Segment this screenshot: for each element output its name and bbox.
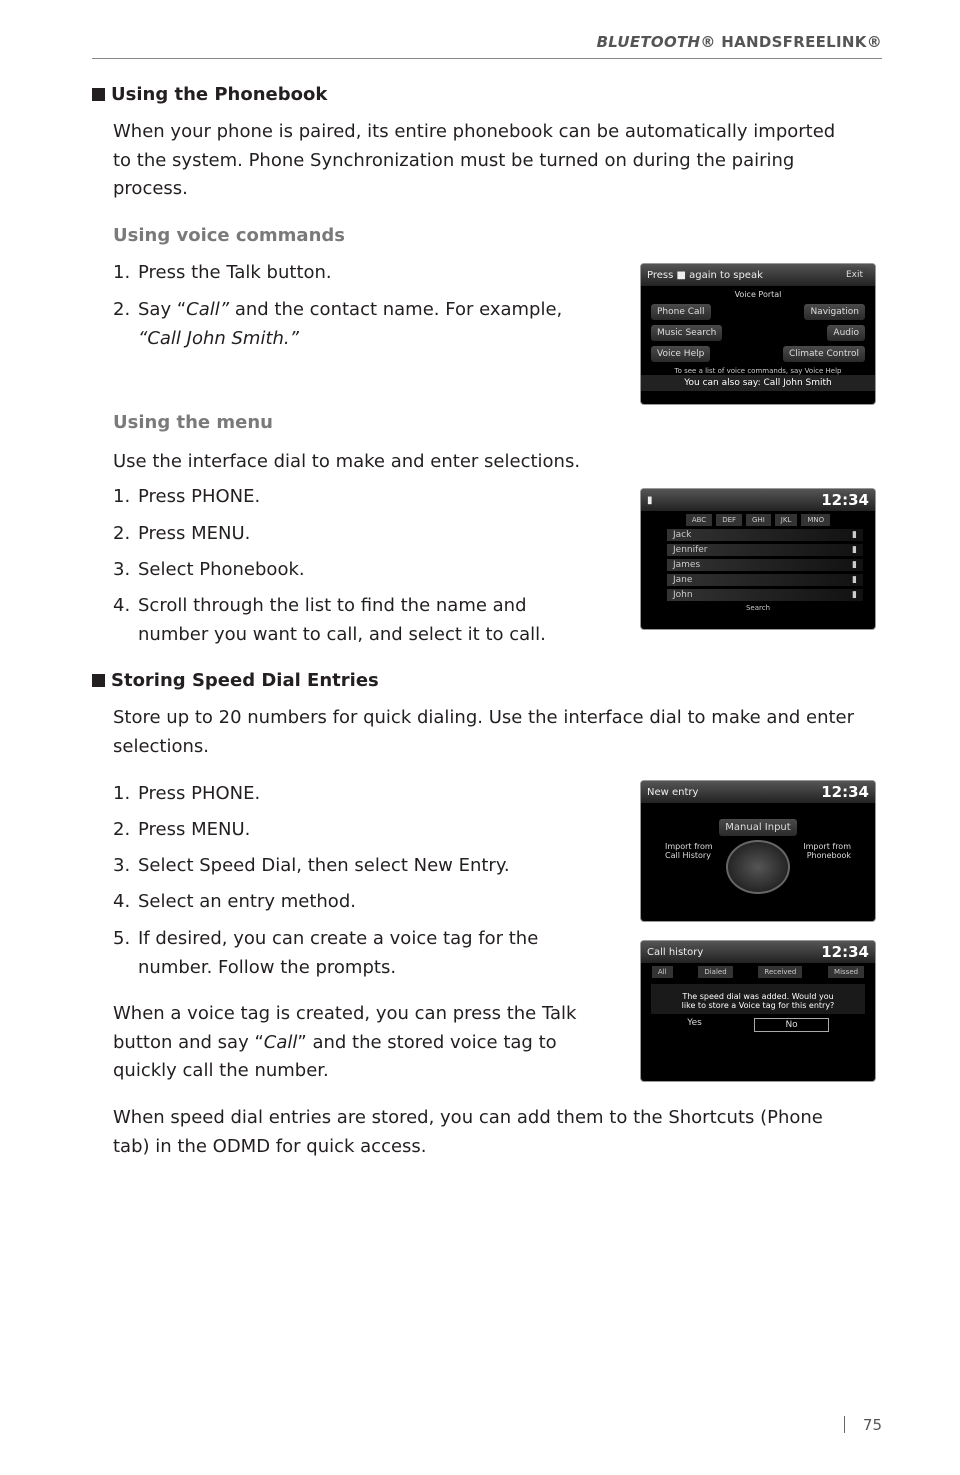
exit-button: Exit (840, 267, 869, 283)
voice-commands-heading: Using voice commands (113, 225, 345, 246)
phonebook-letter-tabs: ABC DEF GHI JKL MNO (641, 514, 875, 526)
vp-hint: To see a list of voice commands, say Voice Help (674, 367, 842, 375)
yes-option: Yes (687, 1018, 702, 1028)
new-entry-title: New entry (647, 786, 699, 798)
phonebook-search: Search (745, 604, 771, 612)
sd-step-2: 2. Press MENU. (113, 819, 251, 840)
vp-also-say: You can also say: Call John Smith (641, 375, 875, 391)
sd-step-3: 3. Select Speed Dial, then select New Entry. (113, 855, 510, 876)
voice-portal-title: Voice Portal (734, 290, 782, 299)
speed-dial-added-message: The speed dial was added. Would you like to store a Voice tag for this entry? (651, 984, 865, 1014)
menu-heading: Using the menu (113, 412, 273, 433)
menu-intro: Use the interface dial to make and enter selections. (113, 451, 581, 472)
menu-step-3: 3. Select Phonebook. (113, 559, 305, 580)
call-history-screen: Call history 12:34 All Dialed Received Missed The speed dial was added. Would you like to store a Voice tag for this entry? Yes No (641, 941, 875, 1081)
import-phonebook-option: Import from Phonebook (803, 842, 851, 860)
voice-portal-screen (641, 264, 875, 404)
voice-prompt: Press ■ again to speak (647, 269, 763, 281)
sd-step-5: 5. If desired, you can create a voice tag for the number. Follow the prompts. (113, 928, 539, 978)
phonebook-screen (641, 489, 875, 629)
header-rest: ® HANDSFREELINK® (700, 33, 882, 51)
section-heading-speed-dial: Storing Speed Dial Entries (92, 670, 379, 691)
voice-step-1: 1. Press the Talk button. (113, 262, 332, 283)
phonebook-clock: 12:34 (821, 491, 869, 509)
voice-step-2: 2. Say “Call” and the contact name. For example, “Call John Smith.” (113, 299, 563, 349)
header-bluetooth: BLUETOOTH (596, 33, 701, 51)
vp-phone-call: Phone Call (651, 304, 711, 320)
vp-navigation: Navigation (804, 304, 865, 320)
bullet-square-icon (92, 88, 105, 101)
menu-step-2: 2. Press MENU. (113, 523, 251, 544)
call-history-tabs: All Dialed Received Missed (641, 966, 875, 978)
menu-step-1: 1. Press PHONE. (113, 486, 261, 507)
menu-step-4: 4. Scroll through the list to find the name and number you want to call, and select it to call. (113, 595, 546, 645)
vp-audio: Audio (827, 325, 865, 341)
page-number: 75 (844, 1416, 882, 1434)
battery-icon: ▮ (647, 494, 653, 506)
call-history-title: Call history (647, 946, 704, 958)
voice-tag-paragraph: When a voice tag is created, you can press the Talk button and say “Call” and the stored voice tag to quickly call the number. (113, 1003, 577, 1081)
running-header (597, 33, 882, 51)
manual-input-option: Manual Input (719, 819, 796, 836)
vp-climate-control: Climate Control (783, 346, 865, 362)
import-call-history-option: Import from Call History (665, 842, 713, 860)
header-rule (92, 58, 882, 59)
no-option: No (754, 1018, 828, 1032)
new-entry-screen: New entry 12:34 Manual Input Import from Call History Import from Phonebook (641, 781, 875, 921)
bullet-square-icon (92, 674, 105, 687)
section-heading-phonebook: Using the Phonebook (92, 84, 327, 105)
interface-dial-icon (726, 840, 790, 894)
speed-dial-intro: Store up to 20 numbers for quick dialing. Use the interface dial to make and enter selections. (113, 707, 855, 757)
shortcuts-paragraph: When speed dial entries are stored, you can add them to the Shortcuts (Phone tab) in the ODMD for quick access. (113, 1107, 823, 1157)
vp-voice-help: Voice Help (651, 346, 710, 362)
sd-step-4: 4. Select an entry method. (113, 891, 356, 912)
phonebook-intro: When your phone is paired, its entire phonebook can be automatically imported to the system. Phone Synchronization must be turned on during the pairing process. (113, 121, 836, 199)
vp-music-search: Music Search (651, 325, 722, 341)
sd-step-1: 1. Press PHONE. (113, 783, 261, 804)
phonebook-list: Jack ▮ Jennifer ▮ James ▮ Jane ▮ John ▮ (641, 529, 875, 601)
